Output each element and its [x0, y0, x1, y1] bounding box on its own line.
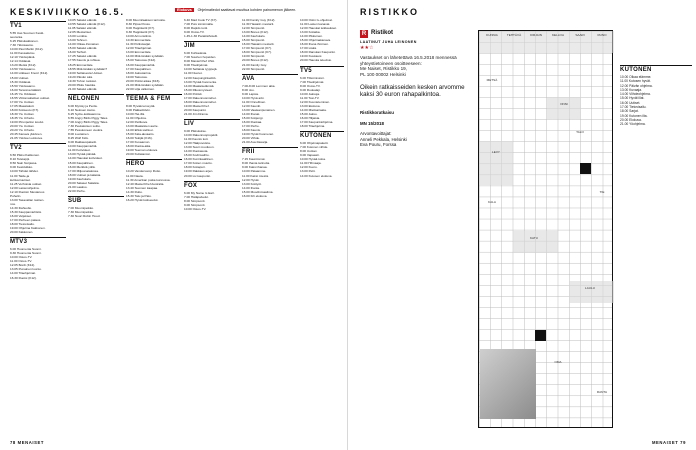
grid-clue: KATU [529, 236, 539, 240]
grid-clue-cell [479, 141, 513, 185]
channel-heading: MTV3 [10, 237, 66, 246]
channel-listing: 6.50 Pikku Kakkonen. 8.10 Teletappi. 8.50 Nain Norjassa. 9.00 Keskiviikko. 10.00 Tähdet tähdet. 11.00 Taide-ja kulttuuriuutiset. 11.25 Verhoista uutiset. 12.00 Lastenohjelma. 12.10 Ruotsin Mestaruus Puhelin. 13.00 Tasavallan rastien- nos. 14.30 Iltahuolto. 15.30 Kauppamiehistä. 16.00 Veljekset. 17.00 Perheen palaus. 18.00 Tietovisailu. 19.00 Ohjelma Kakkonen. 20.00 Kakkonen. [10, 153, 46, 235]
listing-column-right [620, 62, 692, 430]
channel-heading: JIM [184, 41, 240, 50]
grid-clue: OMA [554, 360, 562, 364]
page-number-right: MENAISET 79 [651, 440, 686, 445]
grid-clue-cell [513, 231, 558, 253]
listing-column-2 [68, 18, 124, 430]
channel-heading: NELONEN [68, 94, 124, 103]
listing-column-4 [184, 18, 240, 430]
puzzle-logo-text: Ristikot [371, 30, 394, 37]
channel-heading: FOX [184, 181, 240, 190]
channel-listing: 7.15 Kaunimmat. 8.00 Ihania tarinoita. 9.00 Kaksi ihanaa. 10.00 Palaamme. 11.00 Kaksi miestä. 12.00 Hyvät. 13.00 Kotityöt. 14.00 Ihania. 15.00 Muodinmaailma. 16.00 Frii elokuva. [242, 157, 274, 198]
channel-heading: SUB [68, 196, 124, 205]
grid-black-cell [580, 163, 591, 174]
page-header-right: RISTIKKO [360, 7, 420, 17]
notice [175, 8, 296, 12]
channel-heading: TV5 [300, 66, 344, 75]
grid-clue-cell [569, 281, 614, 303]
channel-listing: 10.05 Salatut elämät. 10.55 Salatut elämät (K12). 11.05 Salatut elämät. 12.05 Mestariset. 13.00 Lonkka. 13.00 Tehnen. 14.00 Olkaa-Irtonaiset. 15.00 Salatut elämät. 16.00 Tarhuri. 17.25 Salatut elämät. 17.55 Kaunis ja rohkea. 18.25 Emmerdale. 18.55 Mitä tänään syödään? 19.00 Sellaisesta Uutiset. 19.20 Päivän sää. 19.30 Tuhon tuoksut. 20.00 Pikku haukka. 21.00 Salatut elämät. [68, 18, 108, 91]
puzzle-logo [360, 30, 480, 38]
solvers-sub: MN 15/2018 [360, 120, 384, 126]
grid-clue: LEVY [492, 150, 500, 154]
solvers-title: Ristikkoratkaisu [360, 109, 394, 115]
channel-listing: 9.00 Pikkutukse. 10.00 Rakennusprojektit. 11.00 Kaunis koti. 12.00 Hääpuvuista. 13.00 Suuri muuttoon. 14.00 Ruokasota. 15.00 Kodinvaihto. 16.00 Kuninkaallinen. 17.00 Kotien muutto. 18.00 Kotiapuri. 19.00 Rakkaus arjen. 20.00 Liv kaupunki. [184, 128, 219, 178]
puzzle-logo-icon: R [361, 31, 367, 37]
notice-text: Ohjelmatiedot saattavat muuttua kohden painomenon jälkeen. [197, 8, 297, 12]
channel-listing: 5.55 Uas Suomen Keski- seuranta. 6.25 Pikkukakkonen. 7.30 Ykkösaamu. 10.00 Pasi Martin (K12). 11.00 Kassakutsu. 12.10 Ykköspäivä. 12.14 Oddasat. 13.20 Metsä (K12). 13.50 Ykkösaamu. 14.00 Liikkeen Kreml (K12). 15.00 Uutiset. 15.30 Oddasat. 15.50 Ykkösaamu. 16.00 Tanssiva lääkäri. 16.45 Yle Oddasat. 16.55 Viittomakieliset uutiset. 17.00 Yle Uutiset. 17.05 Maastakoti. 18.00 Kotiseutu (K7). 18.30 Yle Uutiset. 18.35 Yle Urheilu. 19.00 Pirunpellon koulut. 20.00 Yle Uutiset. 20.20 Yle Urheilu. 20.45 Kanava ykkönen. 21.05 Ykkösen elokuva. [10, 31, 51, 141]
grid-clue: LAULU [585, 286, 595, 290]
grid-clue: RANTA [596, 390, 608, 394]
grid-clue: KIRJAIN [530, 33, 542, 37]
crossword-grid [478, 30, 613, 428]
channel-listing: 10.00 Olkaa elämme. 11.00 Kutosen hyvät. 12.00 Päivän ohjelma. 13.00 Kuvaaja. 14.00 Viihdeohjelma. 15.00 Hyvät illat. 16.00 Uutiset. 17.00 Tietovisailu. 18.00 Sarjat. 19.00 Kutonen ilta. 20.00 Elokuva. 21.00 Yöohjelma. [620, 75, 653, 127]
grid-black-cell [535, 330, 546, 341]
solvers-list: Arvontavoittajat: Anneli Pekkala, Helsinki Eva Pouru, Forssa [360, 131, 407, 148]
channel-listing: 8.00 Muumilaakson tarinoita. 8.30 Pipsa Possu. 9.00 Happikeitti (K7). 9.30 Happikeitti (K7). 10.00 Armonsilmä. 10.30 Emmerdale. 11.30 Poliisisarjat. 12.00 Tilaohjelmat. 13.00 Emmerdale. 14.00 Mitä tänään syödään. 15.00 Taloussa (K12). 16.00 Kauppamiehiä. 17.00 Kaupallinen. 18.00 Jaksotarina. 19.00 Taloussa. 20.00 Poliisi aikaa (K16). 21.00 Mitä tänään syödään. 22.00 Lilja valkoinen. [126, 18, 166, 91]
grid-clue: KELLOA [551, 33, 565, 37]
puzzle-prize: Oikein ratkaisseiden kesken arvomme kaksi 30 euron rahapalkintoa. [360, 83, 465, 98]
grid-clue: ONNI [560, 102, 568, 106]
channel-listing: 10.00 Ostin tv-ohjelmat. 11.00 Lasten kanavat. 12.00 Hauskat leikkaukset. 13.00 Kotiaika. 14.00 Pikkuinen. 15.00 Ohjelmakanava. 16.00 Ihana ihminen. 17.00 Lisää. 18.00 Ranskan Kaupunki. 19.00 Kuukausi. 20.00 Hauska televisio. [300, 18, 337, 63]
channel-heading: FRII [242, 147, 298, 156]
channel-heading: KUTONEN [300, 131, 344, 140]
grid-clue: KUNNIA [486, 33, 498, 37]
puzzle-info [360, 30, 480, 148]
channel-heading: AVA [242, 74, 298, 83]
channel-heading: HERO [126, 159, 182, 168]
channel-listing: 7.00-8.00 Lemmen aika. 8.00 Joo. 9.00 Lapsia. 10.00 Hyvä arki. 11.00 Onnellinen. 12.00 Kauniit. 13.00 Vaaleanpunainen. 14.00 Ihanat. 15.00 Kotijengi. 16.00 Ruokaa. 17.00 Perhe. 18.00 Kaunis. 19.00 Hyvät huomenet. 20.00 Viihde. 21.00 Ava iltasarja. [242, 83, 276, 145]
difficulty-stars: ★★☆ [360, 44, 374, 51]
channel-listing: 6.00 Kohtauksia. 7.00 Suurten hopeiden. 8.00 MasterChef USA. 9.00 Tilaohjelmat. 10.00 Sellaisia tyyppejä. 11.00 Nuoret. 12.00 Kaupunginkeittiö. 13.00 Hyvää huomenta. 14.00 Maalaiselämää. 15.00 Rikosmysteeri. 16.00 Poliisit. 17.00 Rakennusmiehet. 18.00 Rakennusmiehet. 19.00 MasterChef. 20.00 Kaupunki. 21.00 Jim Drama. [184, 51, 218, 116]
channel-heading: LIV [184, 119, 240, 128]
puzzle-photo [480, 349, 536, 419]
right-page [348, 0, 696, 450]
listing-column-3 [126, 18, 182, 430]
notice-brand: Elokuva [177, 8, 192, 12]
listing-column-1 [10, 18, 66, 430]
channel-listing: 11.00 Family Guy (K12). 11.30 Hawaiin mestarit. 12.00 Simpsonit. 13.00 Bones (K12). 14.00 Kauhutalo. 15.00 Simpsonit. 16.00 Hawaiin mestarit. 17.00 Simpsonit (K7). 18.00 Simpsonit (K7). 19.00 Simpsonit. 20.00 Bones (K12). 21.00 Family Guy. 22.00 Simpsonit. [242, 18, 276, 71]
channel-heading: TV1 [10, 21, 66, 30]
grid-clue: TALO [576, 130, 584, 134]
channel-listing: 6.00 Tilitoimistoni. 7.00 Tilaohjelmat. 8.00 Ostos-TV. 9.00 Ruokalaji. 10.00 Jaksoja. 11.00 Tosi-TV. 12.00 Kuunteleminen. 13.00 Elokuva. 14.00 Mielisairaala. 15.00 Jakso. 16.00 Hiljaisia. 17.00 Kaupunkiohjelma. 18.00 Tilaohjelma. [300, 75, 334, 129]
channel-listing: 6.40 Mad Cook TV (K7). 7.00 Pois toiminnalla. 8.00 Rapids tunti. 9.00 Ostos-TV. 1.45-1.30 Paratiisihotelli. [184, 18, 218, 39]
grid-clue: METSÄ [486, 78, 498, 82]
channel-heading: TEEMA & FEM [126, 94, 182, 103]
page-number-left: 78 MENAISET [10, 440, 45, 445]
channel-listing: 7.00 Muumipeikko. 7.30 Muumipeikko. 7.30 Nuori Robin Hood. [68, 205, 101, 218]
grid-clue: KALA [488, 200, 496, 204]
listing-column-6 [300, 18, 344, 430]
channel-listing: 10.20 Vandersomp Rutto. 11.00 Nauta. 11.30 Amerikan poika kunnossa. 12.40 MasterChef Australia. 13.40 Suomen kaapaa. 14.30 Rutto. 15.30 Tatu ja Patu. 16.20 Hyvät kotiseudut. [126, 169, 171, 202]
puzzle-author: LAATINUT JUHA LEINONEN [360, 40, 417, 44]
grid-clue: TEHTÄVÄ [506, 33, 522, 37]
grid-clue-cell [547, 97, 581, 119]
puzzle-instructions: Vastaukset on lähetettävä 16.5.2018 mennessä yhteystietoineen osoitteeseen: Me Naiset, Ristikko 19, PL 100 00002 Helsinki [360, 55, 457, 77]
channel-listing: 6.00 Myrsky ja Perde. 6.10 Nelosen Aamu. 6.25 Syöte-kokkaamme. 6.55 Angry Birds Piggy Tales. 7.00 Angry Birds Piggy Tales. 7.30 Peukaloisen soitto. 7.55 Pesukoneen vuokra. 8.00 Luotainen. 8.25 Wolf Kids. 9.00 Rakkauspaketti. 10.00 Kauppamiehiä. 11.00 Kotivideot. 13.00 Hyvää päivää. 14.00 Hauskat kotivideot. 15.00 Kaupallinen. 16.00 Merkkiä yöllä. 17.00 Miljoonatalossa. 18.00 Uutiset ja kalasta. 19.00 Kauhutalo. 20.00 Salaset Salaisia. 21.00 Laakso. 22.00 Perhe. [68, 103, 109, 193]
page-header-left: KESKIVIIKKO 16.5. [10, 7, 126, 17]
channel-heading: TV2 [10, 143, 66, 152]
channel-listing: 6.00 My Name Is Earl. 7.00 Hätäpalvelut. 8.00 Simpsonit. 9.00 Simpsonit. 10.00 Ostos-TV. [184, 190, 215, 211]
channel-listing: 8.00 Hyvää terveyttä. 9.00 Pääkeittiöön. 10.00 Hei-illä. 11.00 Ohjelma. 12.00 Peilikuva. 13.00 Maalaisten aarre. 14.00 Ehkä siellä ei. 15.00 Kala-akvaario. 16.00 Tekijät (K16). 17.00 Kuvaamon. 18.00 Ruoka-aika. 19.00 Teeman elokuva. 20.00 Kultatanssi. [126, 103, 159, 157]
grid-clue: TIE [599, 190, 605, 194]
solvers-box [360, 104, 480, 147]
channel-listing: 6.00 Ohjelmapaketti. 7.00 Kutonen viihde. 8.00 Uutiset. 9.00 Vapaasti. 10.00 Hyvää tuloa. 11.00 Hihnaaja. 12.00 Kuoro. 13.00 Pelit. 14.00 Kutosen elokuva. [300, 141, 333, 178]
grid-clue: RUNO [597, 33, 607, 37]
channel-listing: 6.00 Huomenta Suomi. 9.30 Huomenta Suomi. 10.00 Ostos-TV. 11.00 Ostos-TV. 12.05 Bordi (K12). 13.05 Punainen luonto. 14.00 Tilaohjelmat. 16.30 Ruotsi (K12). [10, 247, 42, 280]
listing-column-5 [242, 18, 298, 430]
grid-clue: SAARI [575, 33, 585, 37]
channel-heading: KUTONEN [620, 65, 692, 74]
